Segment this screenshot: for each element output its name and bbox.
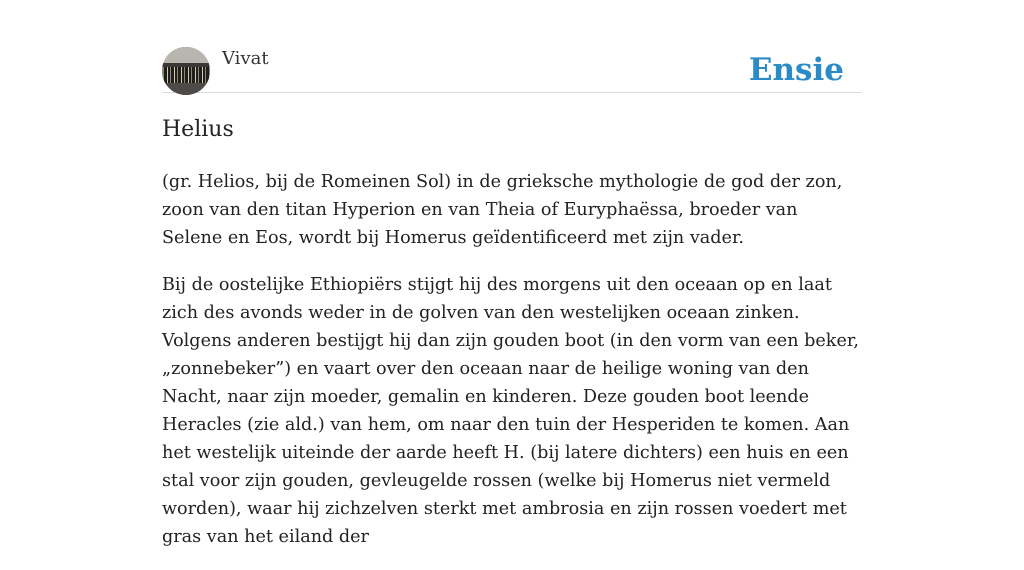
author-name[interactable]: Vivat	[222, 48, 269, 69]
site-logo[interactable]: Ensie	[748, 52, 844, 88]
header	[162, 46, 862, 93]
author-avatar[interactable]	[162, 47, 210, 95]
article-body	[162, 168, 862, 570]
article-paragraph: Bij de oostelijke Ethiopiërs stijgt hij des morgens uit den oceaan op en laat zich des avonds weder in de golven van den westelijken oceaan zinken. Volgens anderen bestijgt hij dan zijn gouden boot (in den vorm van een beker, „zonnebeker”) en vaart over den oceaan naar de heilige woning van den Nacht, naar zijn moeder, gemalin en kinderen. Deze gouden boot leende Heracles (zie ald.) van hem, om naar den tuin der Hesperiden te komen. Aan het westelijk uiteinde der aarde heeft H. (bij latere dichters) een huis en een stal voor zijn gouden, gevleugelde rossen (welke bij Homerus niet vermeld worden), waar hij zichzelven sterkt met ambrosia en zijn rossen voedert met gras van het eiland der	[162, 275, 859, 547]
bookshelf-photo-icon	[162, 47, 210, 95]
article-paragraph: (gr. Helios, bij de Romeinen Sol) in de grieksche mythologie de god der zon, zoon van den titan Hyperion en van Theia of Euryphaëssa, broeder van Selene en Eos, wordt bij Homerus geïdentificeerd met zijn vader.	[162, 172, 843, 248]
article-title: Helius	[162, 117, 234, 142]
article-page	[162, 0, 862, 547]
